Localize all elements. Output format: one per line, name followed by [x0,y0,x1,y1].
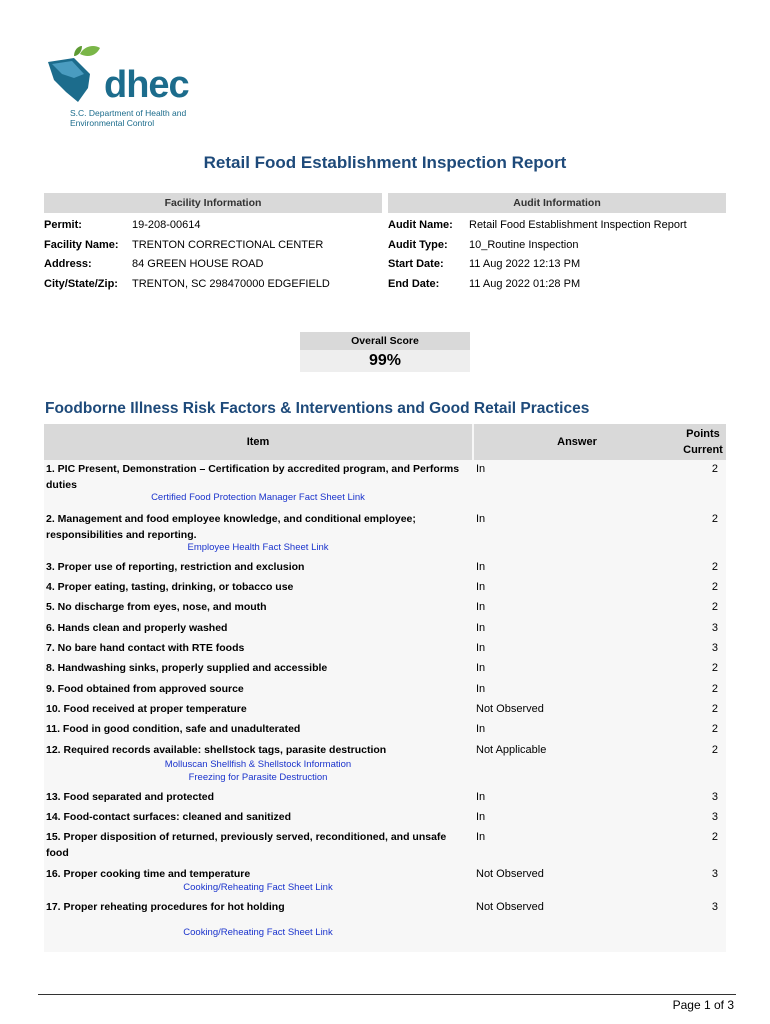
report-title: Retail Food Establishment Inspection Report [203,153,567,172]
logo-wordmark: dhec [104,64,189,106]
points-value: 3 [711,868,718,880]
points-value: 2 [711,723,718,735]
column-header-answer: Answer [474,424,680,460]
column-header-item: Item [44,424,472,460]
audit-row [388,255,726,275]
facility-row [44,216,382,236]
audit-label: Start Date: [388,258,444,270]
points-value: 2 [711,601,718,613]
footer-divider [38,994,736,995]
answer-value: Not Observed [476,868,544,880]
points-value: 2 [711,463,718,475]
audit-label: Audit Type: [388,238,448,251]
sc-state-logo-icon [44,44,106,106]
column-header-points-line-1: Points [686,428,720,440]
item-text: 16. Proper cooking time and temperature [46,868,251,880]
audit-value: Retail Food Establishment Inspection Report [469,219,687,231]
fact-sheet-link[interactable]: Certified Food Protection Manager Fact Sheet Link [151,492,365,503]
fact-sheet-link[interactable]: Employee Health Fact Sheet Link [187,542,329,553]
facility-label: Address: [44,258,92,270]
facility-value: TRENTON, SC 298470000 EDGEFIELD [132,277,330,290]
item-text: 12. Required records available: shellstock tags, parasite destruction [46,744,387,756]
item-text: 3. Proper use of reporting, restriction and exclusion [46,561,305,573]
column-header-points [680,424,726,460]
audit-value: 11 Aug 2022 12:13 PM [469,258,581,270]
points-value: 2 [711,581,718,593]
overall-score-value: 99% [300,350,470,372]
item-text: 9. Food obtained from approved source [46,683,244,695]
points-value: 2 [711,513,718,525]
audit-rows [388,213,726,294]
answer-value: In [476,513,486,525]
answer-value: In [476,581,486,593]
facility-label: City/State/Zip: [44,277,118,290]
audit-row [388,216,726,236]
facility-label: Facility Name: [44,238,119,251]
points-value: 2 [711,683,718,695]
points-value: 2 [711,662,718,674]
answer-value: In [476,642,486,654]
answer-value: In [476,622,486,634]
item-text: 7. No bare hand contact with RTE foods [46,642,245,654]
item-text: 6. Hands clean and properly washed [46,622,228,634]
facility-row [44,275,382,295]
item-text: 4. Proper eating, tasting, drinking, or tobacco use [46,581,294,593]
item-text: 10. Food received at proper temperature [46,703,247,715]
item-text: 11. Food in good condition, safe and unadulterated [46,723,301,735]
audit-information [388,193,726,297]
answer-value: In [476,811,486,823]
points-value: 3 [711,642,718,654]
fact-sheet-link[interactable]: Freezing for Parasite Destruction [188,772,328,783]
fact-sheet-link[interactable]: Molluscan Shellfish & Shellstock Information [164,759,352,770]
answer-value: In [476,561,486,573]
answer-value: Not Observed [476,703,544,715]
fact-sheet-link[interactable]: Cooking/Reheating Fact Sheet Link [183,882,333,893]
points-value: 3 [711,811,718,823]
points-value: 2 [711,831,718,843]
section-title: Foodborne Illness Risk Factors & Interventions and Good Retail Practices [45,400,590,417]
points-value: 2 [711,744,718,756]
answer-value: In [476,463,486,475]
audit-label: Audit Name: [388,219,453,231]
answer-value: In [476,791,486,803]
answer-value: Not Applicable [476,744,547,756]
table-body [44,460,726,952]
answer-value: In [476,601,486,613]
audit-label: End Date: [388,277,440,290]
points-value: 3 [711,901,718,913]
overall-score-label: Overall Score [300,332,470,350]
points-value: 3 [711,791,718,803]
table-header [44,424,726,460]
answer-value: In [476,723,486,735]
item-text: 2. Management and food employee knowledge, and conditional employee; responsibilities and reporting. [46,513,416,541]
facility-row [44,255,382,275]
info-panel [44,193,726,297]
points-value: 2 [711,561,718,573]
item-text: 8. Handwashing sinks, properly supplied and accessible [46,662,328,674]
item-text: 5. No discharge from eyes, nose, and mouth [46,601,267,613]
item-text: 14. Food-contact surfaces: cleaned and sanitized [46,811,292,823]
audit-row [388,275,726,295]
logo-subtitle-line-1: S.C. Department of Health and [70,108,187,118]
column-header-points-line-2: Current [683,444,723,456]
facility-value: 84 GREEN HOUSE ROAD [132,258,264,270]
answer-value: In [476,662,486,674]
overall-score-box [300,332,470,372]
page-number: Page 1 of 3 [672,998,734,1012]
item-text: 1. PIC Present, Demonstration – Certification by accredited program, and Performs duties [46,463,460,491]
fact-sheet-link[interactable]: Cooking/Reheating Fact Sheet Link [183,927,333,938]
facility-label: Permit: [44,219,82,231]
facility-information [44,193,382,297]
facility-row [44,236,382,256]
facility-value: TRENTON CORRECTIONAL CENTER [132,238,324,251]
logo-subtitle [70,108,210,128]
audit-value: 10_Routine Inspection [469,238,579,251]
answer-value: In [476,683,486,695]
points-value: 3 [711,622,718,634]
dhec-logo [44,44,204,140]
item-text: 13. Food separated and protected [46,791,215,803]
facility-rows [44,213,382,294]
answer-value: Not Observed [476,901,544,913]
answer-value: In [476,831,486,843]
item-text: 15. Proper disposition of returned, previously served, reconditioned, and unsafe food [46,831,447,859]
logo-subtitle-line-2: Environmental Control [70,118,155,128]
facility-value: 19-208-00614 [132,219,201,231]
item-text: 17. Proper reheating procedures for hot holding [46,901,285,913]
inspection-table [44,424,726,952]
audit-value: 11 Aug 2022 01:28 PM [469,277,581,290]
audit-row [388,236,726,256]
points-value: 2 [711,703,718,715]
audit-heading: Audit Information [388,193,726,213]
facility-heading: Facility Information [44,193,382,213]
